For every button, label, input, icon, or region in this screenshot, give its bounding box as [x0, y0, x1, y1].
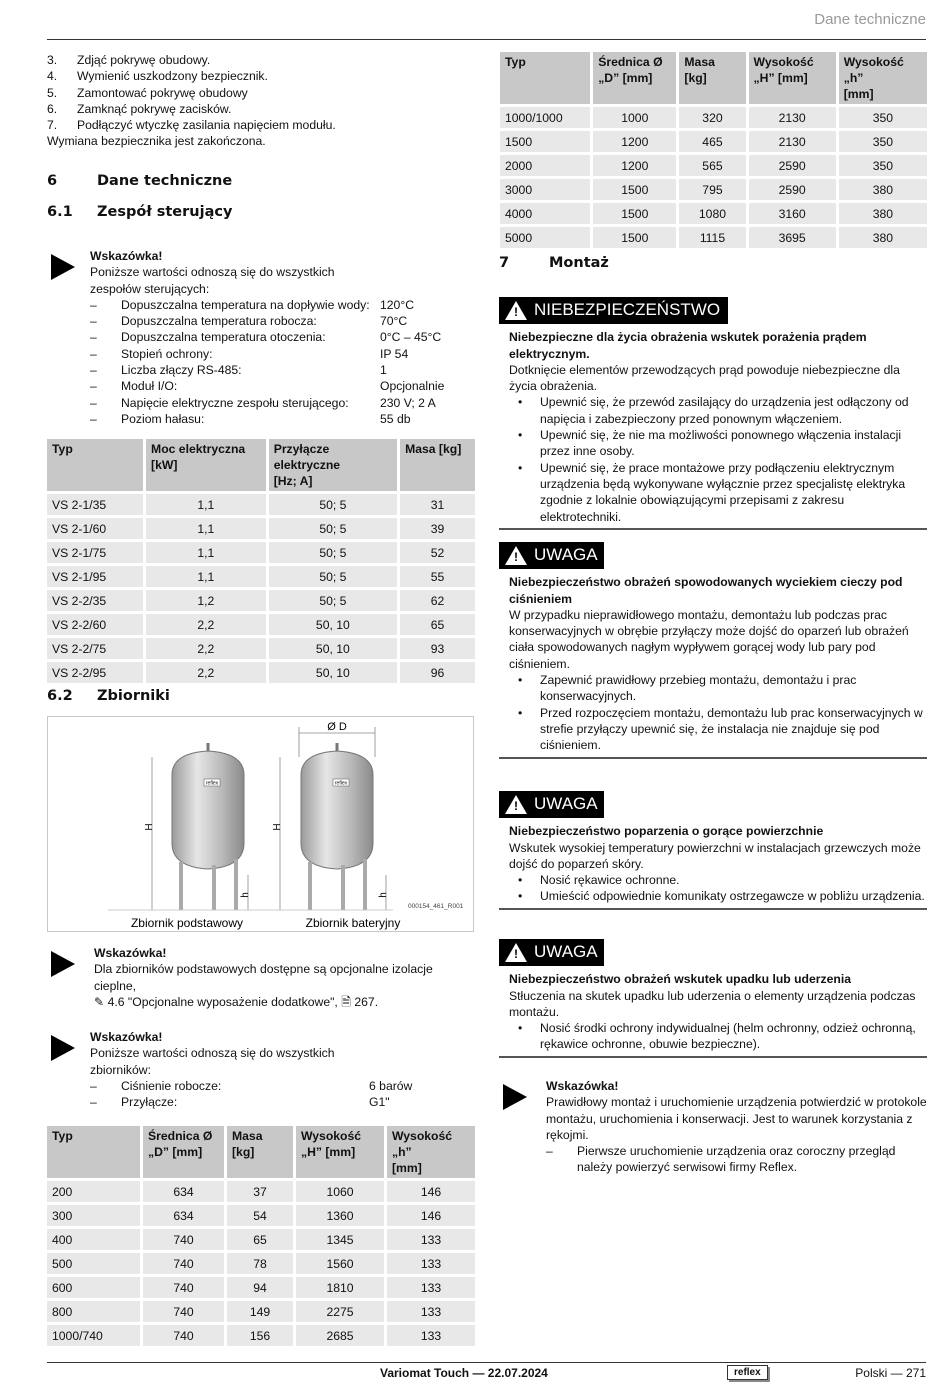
header-divider — [47, 39, 926, 40]
table-cell: 93 — [400, 638, 475, 659]
table-cell: 1080 — [679, 203, 745, 224]
column-header: Masa [kg] — [679, 52, 745, 104]
table-cell: 1200 — [593, 131, 676, 152]
table-cell: 65 — [400, 614, 475, 635]
table-cell: 133 — [387, 1229, 475, 1250]
warning-text: Wskutek wysokiej temperatury powierzchni w instalacjach grzewczych może dojść do poparzeń skóry. — [509, 840, 921, 871]
badge-label: UWAGA — [534, 545, 598, 565]
battery-vessel-graphic — [280, 727, 386, 910]
table-cell: 55 — [400, 566, 475, 587]
spec-key: Dopuszczalna temperatura na dopływie wody: — [121, 297, 370, 312]
vessel-logo: reflex — [205, 780, 219, 787]
table-cell: 2,2 — [146, 662, 266, 683]
table-cell: 740 — [143, 1301, 224, 1322]
bullet-item: • Nosić rękawice ochronne. — [509, 872, 927, 888]
table-cell: 94 — [227, 1277, 293, 1298]
danger-badge — [499, 297, 728, 324]
table-cell: 62 — [400, 590, 475, 611]
table-cell: 350 — [839, 155, 927, 176]
step-number: 5. — [47, 85, 58, 100]
section-title: Dane techniczne — [97, 173, 233, 189]
table-cell: 740 — [143, 1325, 224, 1346]
table-cell: VS 2-1/35 — [47, 494, 143, 515]
table-row — [500, 203, 927, 224]
spec-key: Dopuszczalna temperatura otoczenia: — [121, 330, 326, 345]
spec-value: 6 barów — [369, 1078, 413, 1093]
table-cell: 3000 — [500, 179, 590, 200]
table-row — [47, 1253, 475, 1274]
table-row — [47, 614, 475, 635]
table-cell: 380 — [839, 227, 927, 248]
table-cell: 1,1 — [146, 494, 266, 515]
warning-text: Dotknięcie elementów przewodzących prąd powoduje niebezpieczne dla życia obrażenia. — [509, 362, 900, 394]
footer-divider — [47, 1362, 926, 1363]
spec-key: Przyłącze: — [121, 1095, 178, 1110]
step-text: Zamontować pokrywę obudowy — [77, 85, 248, 100]
spec-key: Dopuszczalna temperatura robocza: — [121, 314, 317, 329]
steps-done-text: Wymiana bezpiecznika jest zakończona. — [47, 134, 266, 149]
table-row — [47, 1229, 475, 1250]
note-title: Wskazówka! — [546, 1079, 619, 1093]
note-crossref-link[interactable]: ✎ 4.6 "Opcjonalne wyposażenie dodatkowe", 🗎 267. — [94, 994, 379, 1009]
table-cell: 3695 — [749, 227, 836, 248]
column-header: Wysokość „h” [mm] — [839, 52, 927, 104]
table-cell: 350 — [839, 131, 927, 152]
table-cell: 50; 5 — [269, 566, 397, 587]
spec-item: – Ciśnienie robocze: 6 barów — [90, 1078, 413, 1093]
bullet-text: Upewnić się, że nie ma możliwości ponownego włączenia instalacji przez inne osoby. — [540, 428, 902, 459]
section-6-1-heading — [47, 204, 232, 220]
steps-list — [47, 52, 477, 150]
table-cell: 96 — [400, 662, 475, 683]
table-cell: 1500 — [593, 203, 676, 224]
table-cell: 50, 10 — [269, 662, 397, 683]
table-cell: 1500 — [593, 179, 676, 200]
bullet-item: • Zapewnić prawidłowy przebieg montażu, demontażu i prac konserwacyjnych. — [509, 672, 927, 705]
note-control-units — [51, 248, 476, 430]
table-cell: 634 — [143, 1181, 224, 1202]
column-header: Wysokość „h” [mm] — [387, 1126, 475, 1178]
badge-label: UWAGA — [534, 794, 598, 814]
table-row — [47, 494, 475, 515]
table-row — [47, 1181, 475, 1202]
caution-warning-hot-surfaces — [499, 791, 927, 910]
table-cell: 740 — [143, 1253, 224, 1274]
page-header-title: Dane techniczne — [814, 11, 926, 28]
column-header: Typ — [47, 1126, 140, 1178]
column-header: Przyłącze elektryczne [Hz; A] — [269, 439, 397, 491]
spec-value: 70°C — [380, 314, 408, 329]
dim-H-label-left: H — [144, 823, 155, 831]
danger-warning-electric — [499, 297, 927, 530]
table-cell: 600 — [47, 1277, 140, 1298]
section-title: Zbiorniki — [97, 688, 170, 704]
dim-h-label-left: h — [240, 892, 251, 898]
step-number: 3. — [47, 53, 58, 67]
spec-item: – Dopuszczalna temperatura na dopływie wody: 120°C — [90, 297, 415, 312]
table-cell: 200 — [47, 1181, 140, 1202]
large-vessels-table — [497, 49, 930, 251]
table-row — [47, 542, 475, 563]
bullet-text: Przed rozpoczęciem montażu, demontażu lub prac konserwacyjnych w strefie przyłączy upewnić się, że instalacja nie znajduje się pod ciśnieniem. — [540, 705, 923, 753]
table-cell: 31 — [400, 494, 475, 515]
vessel-logo: reflex — [334, 780, 348, 787]
table-cell: 50, 10 — [269, 638, 397, 659]
table-cell: 500 — [47, 1253, 140, 1274]
table-cell: VS 2-1/95 — [47, 566, 143, 587]
table-cell: 2,2 — [146, 614, 266, 635]
spec-item: – Moduł I/O: Opcjonalnie — [90, 379, 445, 394]
table-cell: 2,2 — [146, 638, 266, 659]
bullet-text: Nosić środki ochrony indywidualnej (helm ochronny, odzież ochronną, rękawice ochronne, obuwie bezpieczne). — [540, 1021, 916, 1052]
section-title: Montaż — [549, 255, 609, 271]
table-cell: 1,2 — [146, 590, 266, 611]
step-item — [47, 101, 477, 117]
table-cell: 795 — [679, 179, 745, 200]
caution-warning-pressure — [499, 542, 927, 759]
table-row — [47, 1325, 475, 1346]
bullet-item: • Upewnić się, że przewód zasilający do urządzenia jest odłączony od napięcia i zabezpieczony przed ponownym włączeniem. — [509, 394, 927, 427]
bullet-text: Umieścić odpowiednie komunikaty ostrzegawcze w pobliżu urządzenia. — [540, 889, 925, 904]
table-cell: 2590 — [749, 155, 836, 176]
warning-title: Niebezpieczeństwo poparzenia o gorące powierzchnie — [509, 824, 824, 839]
spec-value: 120°C — [380, 297, 415, 312]
note-title: Wskazówka! — [90, 1030, 163, 1044]
table-row — [47, 518, 475, 539]
section-6-2-heading — [47, 688, 170, 704]
table-row — [500, 179, 927, 200]
spec-item: – Stopień ochrony: IP 54 — [90, 346, 409, 361]
table-cell: 133 — [387, 1301, 475, 1322]
note-title: Wskazówka! — [90, 249, 163, 263]
note-line: Poniższe wartości odnoszą się do wszystkich — [90, 1046, 335, 1061]
warning-title: Niebezpieczeństwo obrażeń spowodowanych wyciekiem cieczy pod ciśnieniem — [509, 575, 903, 606]
column-header: Masa [kg] — [227, 1126, 293, 1178]
bullet-item: • Przed rozpoczęciem montażu, demontażu lub prac konserwacyjnych w strefie przyłączy upewnić się, że instalacja nie znajduje się pod ciśnieniem. — [509, 705, 927, 754]
table-row — [47, 638, 475, 659]
table-cell: 133 — [387, 1253, 475, 1274]
step-number: 6. — [47, 101, 58, 116]
bullet-item: • Umieścić odpowiednie komunikaty ostrzegawcze w pobliżu urządzenia. — [509, 888, 927, 904]
table-cell: 1,1 — [146, 566, 266, 587]
spec-value: IP 54 — [380, 346, 409, 361]
section-6-heading — [47, 173, 232, 189]
warning-text: W przypadku nieprawidłowego montażu, demontażu lub podczas prac konserwacyjnych w obrębie przyłączy może dojść do oparzeń lub obrażeń ciała spowodowanych nagłym wypływem gorącej wody lub pary pod ciśnieniem. — [509, 607, 909, 671]
table-cell: 37 — [227, 1181, 293, 1202]
caution-badge — [499, 791, 604, 818]
step-item — [47, 52, 477, 68]
table-cell: 1000 — [593, 107, 676, 128]
table-cell: 5000 — [500, 227, 590, 248]
table-cell: 1,1 — [146, 542, 266, 563]
section-7-heading — [499, 255, 609, 271]
badge-label: UWAGA — [534, 942, 598, 962]
section-number: 6.2 — [47, 688, 73, 704]
spec-key: Ciśnienie robocze: — [121, 1078, 222, 1093]
table-row — [47, 1277, 475, 1298]
table-cell: 634 — [143, 1205, 224, 1226]
table-cell: 1,1 — [146, 518, 266, 539]
table-cell: 300 — [47, 1205, 140, 1226]
table-cell: VS 2-1/60 — [47, 518, 143, 539]
column-header: Średnica Ø „D” [mm] — [593, 52, 676, 104]
note-vessels — [51, 1029, 476, 1115]
table-cell: 50, 10 — [269, 614, 397, 635]
footer-product: Variomat Touch — 22.07.2024 — [380, 1366, 548, 1380]
dim-H-label-right: H — [272, 823, 283, 831]
table-cell: 146 — [387, 1181, 475, 1202]
table-row — [47, 1205, 475, 1226]
table-cell: VS 2-2/95 — [47, 662, 143, 683]
spec-value: Opcjonalnie — [380, 379, 445, 394]
table-cell: 380 — [839, 203, 927, 224]
bullet-item: • Nosić środki ochrony indywidualnej (helm ochronny, odzież ochronną, rękawice ochronne, obuwie bezpieczne). — [509, 1020, 927, 1053]
table-row — [500, 227, 927, 248]
badge-label: NIEBEZPIECZEŃSTWO — [534, 300, 721, 320]
table-cell: 1500 — [593, 227, 676, 248]
table-cell: 65 — [227, 1229, 293, 1250]
note-arrow-icon — [503, 1084, 527, 1110]
note-line: zbiorników: — [90, 1062, 151, 1077]
column-header: Typ — [47, 439, 143, 491]
table-cell: 380 — [839, 179, 927, 200]
note-line: Dla zbiorników podstawowych dostępne są opcjonalne izolacje cieplne, — [94, 962, 433, 993]
step-item — [47, 85, 477, 101]
basic-vessels-table — [44, 1123, 478, 1349]
table-cell: 565 — [679, 155, 745, 176]
warning-text: Stłuczenia na skutek upadku lub uderzenia o elementy urządzenia podczas montażu. — [509, 988, 916, 1019]
column-header: Wysokość „H” [mm] — [749, 52, 836, 104]
warning-triangle-icon: ! — [505, 795, 527, 814]
spec-item: – Liczba złączy RS-485: 1 — [90, 363, 387, 378]
step-item — [47, 68, 477, 84]
table-row — [47, 566, 475, 587]
table-row — [500, 131, 927, 152]
note-title: Wskazówka! — [94, 946, 167, 960]
warning-title: Niebezpieczeństwo obrażeń wskutek upadku lub uderzenia — [509, 972, 851, 987]
table-cell: 1000/1000 — [500, 107, 590, 128]
caution-warning-falls — [499, 939, 927, 1058]
table-cell: 1115 — [679, 227, 745, 248]
spec-value: G1" — [369, 1095, 390, 1110]
spec-key: Stopień ochrony: — [121, 346, 213, 361]
table-row — [500, 107, 927, 128]
table-cell: 740 — [143, 1229, 224, 1250]
warning-title: Niebezpieczne dla życia obrażenia wskutek porażenia prądem elektrycznym. — [509, 330, 867, 361]
warning-triangle-icon: ! — [505, 943, 527, 962]
table-cell: VS 2-1/75 — [47, 542, 143, 563]
note-arrow-icon — [51, 254, 75, 280]
note-text: Prawidłowy montaż i uruchomienie urządzenia potwierdzić w protokole montażu, uruchomienia i konserwacji. Jest to warunek korzystania z rękojmi. — [546, 1095, 927, 1142]
footer-page: Polski — 271 — [855, 1366, 926, 1380]
table-row — [47, 662, 475, 683]
step-text: Zdjąć pokrywę obudowy. — [77, 53, 211, 67]
spec-key: Liczba złączy RS-485: — [121, 363, 242, 378]
bullet-item: • Upewnić się, że nie ma możliwości ponownego włączenia instalacji przez inne osoby. — [509, 427, 927, 460]
bullet-text: Upewnić się, że prace montażowe przy podłączeniu elektrycznym urządzenia będą wykonywane wyłącznie przez specjalistę elektryka zgodnie z lokalnie obowiązującymi przepisami z zakresu elektrotechniki. — [540, 460, 906, 524]
note-commissioning: Wskazówka! Prawidłowy montaż i uruchomienie urządzenia potwierdzić w protokole montażu, uruchomienia i konserwacji. Jest to warunek korzystania z rękojmi. – Pierwsze uruchomienie urządzenia oraz coroczny przegląd należy powierzyć serwisowi firmy Reflex. — [503, 1078, 927, 1178]
basic-vessel-graphic — [152, 743, 248, 910]
note-insulation — [51, 945, 476, 1009]
step-item — [47, 117, 477, 133]
table-cell: 133 — [387, 1325, 475, 1346]
table-cell: 133 — [387, 1277, 475, 1298]
table-cell: 800 — [47, 1301, 140, 1322]
spec-value: 0°C – 45°C — [380, 330, 442, 345]
note-line: Poniższe wartości odnoszą się do wszystkich — [90, 265, 335, 280]
spec-item: – Dopuszczalna temperatura robocza: 70°C — [90, 314, 408, 329]
table-cell: 320 — [679, 107, 745, 128]
column-header: Masa [kg] — [400, 439, 475, 491]
note-arrow-icon — [51, 1035, 75, 1061]
spec-item: – Przyłącze: G1" — [90, 1095, 390, 1110]
caption-basic-vessel: Zbiornik podstawowy — [130, 916, 244, 930]
column-header: Typ — [500, 52, 590, 104]
spec-key: Moduł I/O: — [121, 379, 178, 394]
warning-triangle-icon: ! — [505, 301, 527, 320]
table-cell: 2130 — [749, 131, 836, 152]
step-text: Podłączyć wtyczkę zasilania napięciem modułu. — [77, 118, 336, 133]
spec-item: – Dopuszczalna temperatura otoczenia: 0°C – 45°C — [90, 330, 442, 345]
table-cell: 146 — [387, 1205, 475, 1226]
table-cell: 1000/740 — [47, 1325, 140, 1346]
table-cell: 4000 — [500, 203, 590, 224]
table-cell: 1060 — [296, 1181, 384, 1202]
caution-badge — [499, 939, 604, 966]
figure-code: 000154_461_R001 — [408, 903, 464, 910]
table-cell: 350 — [839, 107, 927, 128]
table-cell: 78 — [227, 1253, 293, 1274]
table-cell: 149 — [227, 1301, 293, 1322]
section-number: 7 — [499, 255, 510, 271]
table-cell: 2590 — [749, 179, 836, 200]
step-number: 4. — [47, 69, 58, 84]
table-cell: 400 — [47, 1229, 140, 1250]
bullet-text: Zapewnić prawidłowy przebieg montażu, demontażu i prac konserwacyjnych. — [540, 673, 857, 704]
bullet-item: • Upewnić się, że prace montażowe przy podłączeniu elektrycznym urządzenia będą wykonywane wyłącznie przez specjalistę elektryka zgodnie z lokalnie obowiązującymi przepisami z zakresu elektrotechniki. — [509, 460, 927, 525]
table-cell: 1810 — [296, 1277, 384, 1298]
section-number: 6 — [47, 173, 58, 189]
caution-badge — [499, 542, 604, 569]
table-cell: 2685 — [296, 1325, 384, 1346]
section-number: 6.1 — [47, 204, 73, 220]
step-text: Wymienić uszkodzony bezpiecznik. — [77, 69, 268, 84]
spec-value: 230 V; 2 A — [380, 395, 436, 410]
spec-item: – Poziom hałasu: 55 db — [90, 411, 411, 426]
table-cell: 50; 5 — [269, 518, 397, 539]
table-cell: 2000 — [500, 155, 590, 176]
table-cell: 1200 — [593, 155, 676, 176]
table-cell: VS 2-2/60 — [47, 614, 143, 635]
table-cell: 740 — [143, 1277, 224, 1298]
table-cell: 50; 5 — [269, 542, 397, 563]
bullet-text: Upewnić się, że przewód zasilający do urządzenia jest odłączony od napięcia i zabezpieczony przed ponownym włączeniem. — [540, 395, 909, 426]
table-cell: VS 2-2/75 — [47, 638, 143, 659]
vessels-drawing — [48, 717, 475, 933]
bullet-text: Nosić rękawice ochronne. — [540, 873, 680, 888]
table-cell: 2130 — [749, 107, 836, 128]
footer-logo: reflex — [727, 1365, 768, 1380]
step-number: 7. — [47, 118, 58, 133]
table-cell: 50; 5 — [269, 590, 397, 611]
spec-key: Poziom hałasu: — [121, 411, 205, 426]
column-header: Wysokość „H” [mm] — [296, 1126, 384, 1178]
table-cell: VS 2-2/35 — [47, 590, 143, 611]
table-cell: 52 — [400, 542, 475, 563]
note-line: zespołów sterujących: — [90, 281, 210, 296]
table-row — [47, 1301, 475, 1322]
vessels-figure — [47, 716, 474, 932]
spec-item: – Napięcie elektryczne zespołu sterującego: 230 V; 2 A — [90, 395, 436, 410]
table-cell: 2275 — [296, 1301, 384, 1322]
table-cell: 1500 — [500, 131, 590, 152]
table-row — [47, 590, 475, 611]
table-cell: 1345 — [296, 1229, 384, 1250]
table-cell: 156 — [227, 1325, 293, 1346]
warning-triangle-icon: ! — [505, 546, 527, 565]
spec-key: Napięcie elektryczne zespołu sterującego: — [121, 395, 349, 410]
table-cell: 465 — [679, 131, 745, 152]
table-cell: 39 — [400, 518, 475, 539]
table-cell: 1360 — [296, 1205, 384, 1226]
dim-h-label-right: h — [378, 892, 389, 898]
table-cell: 50; 5 — [269, 494, 397, 515]
dim-d-label: Ø D — [327, 721, 347, 733]
spec-value: 55 db — [380, 411, 411, 426]
note-item: Pierwsze uruchomienie urządzenia oraz coroczny przegląd należy powierzyć serwisowi firmy Reflex. — [577, 1144, 896, 1175]
table-row — [500, 155, 927, 176]
spec-value: 1 — [380, 363, 387, 378]
column-header: Średnica Ø „D” [mm] — [143, 1126, 224, 1178]
step-text: Zamknąć pokrywę zacisków. — [77, 101, 232, 116]
table-cell: 54 — [227, 1205, 293, 1226]
note-arrow-icon — [51, 951, 75, 977]
caption-battery-vessel: Zbiornik bateryjny — [305, 916, 401, 930]
column-header: Moc elektryczna [kW] — [146, 439, 266, 491]
section-title: Zespół sterujący — [97, 204, 233, 220]
table-cell: 1560 — [296, 1253, 384, 1274]
table-cell: 3160 — [749, 203, 836, 224]
control-units-table — [44, 436, 478, 686]
